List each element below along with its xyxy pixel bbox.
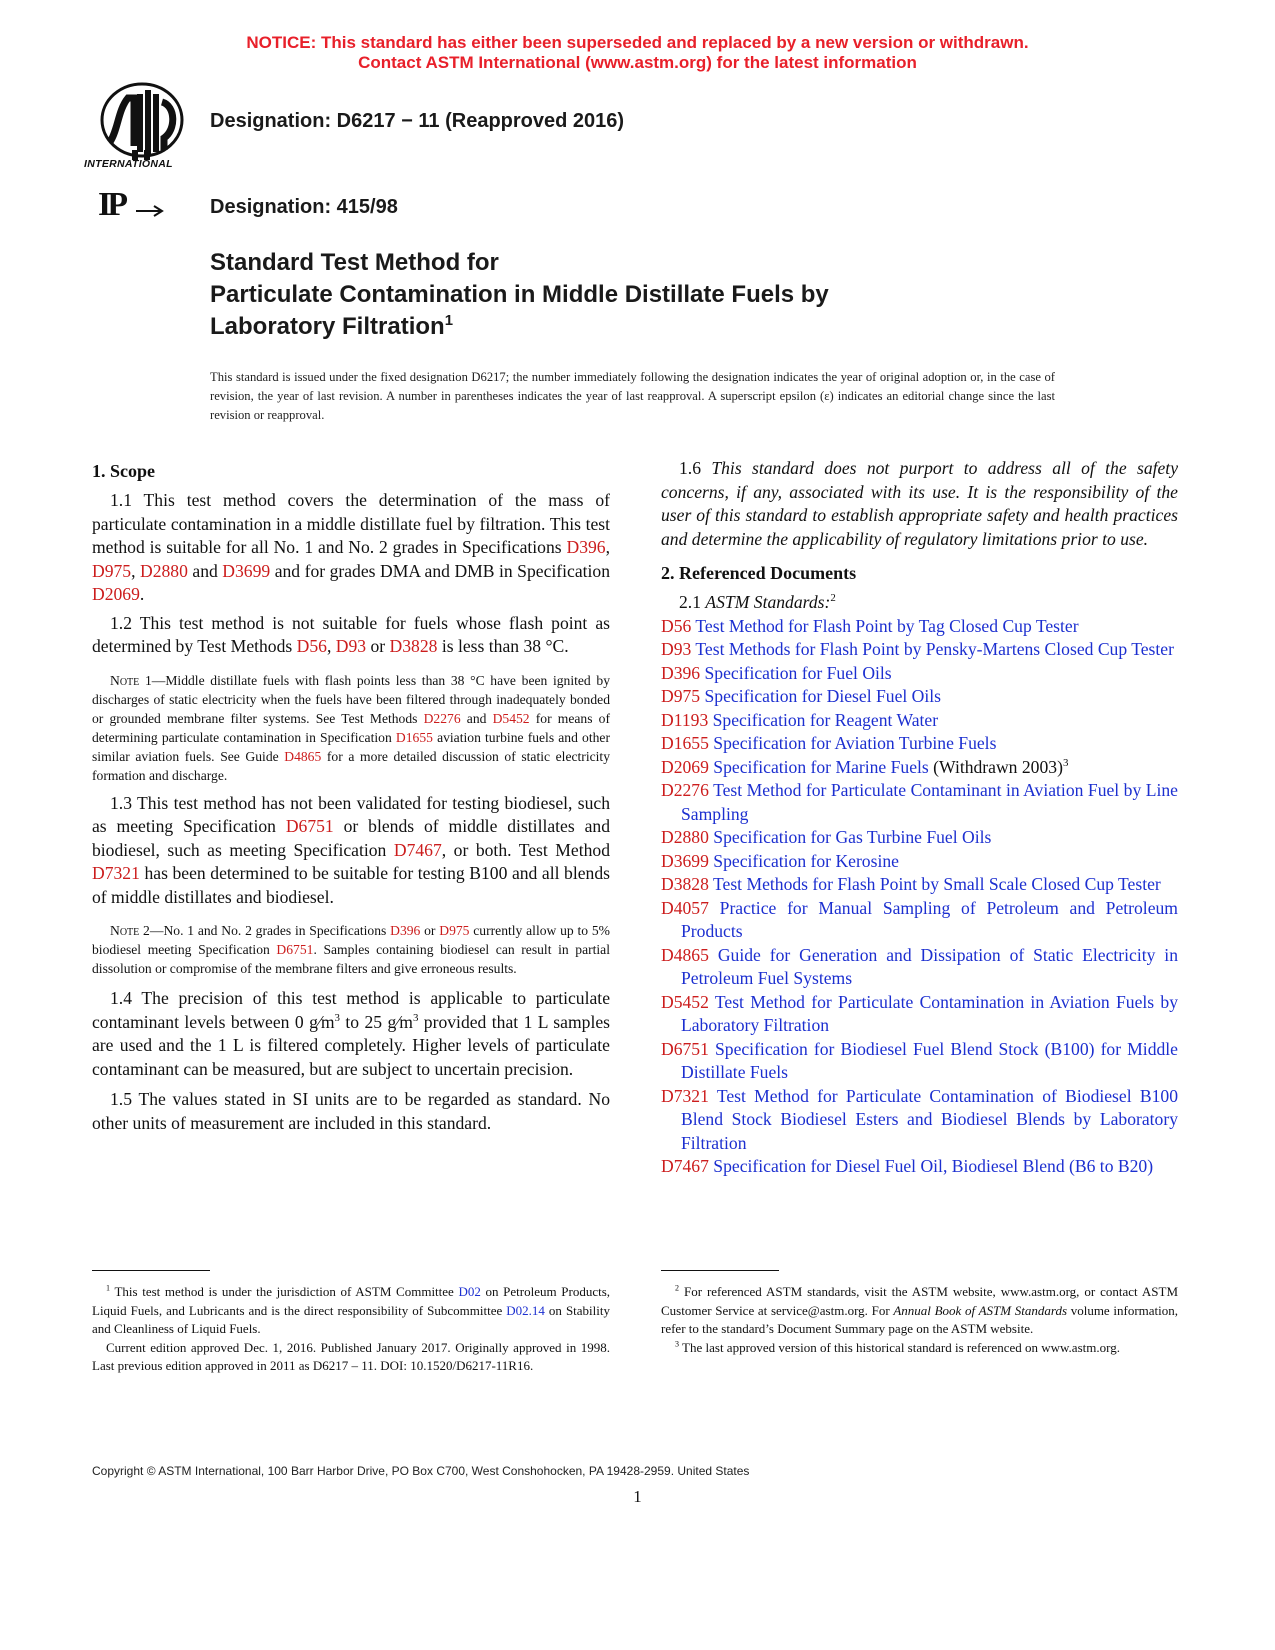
title-line-1: Standard Test Method for — [210, 249, 499, 276]
section-1-1: 1.1 This test method covers the determination of the mass of particulate contamination in a middle distillate fuel by filtration. This test method is suitable for all No. 1 and No. 2 grades in Specifications D396, D975, D2880 and D3699 and for grades DMA and DMB in Specification D2069. — [92, 490, 611, 604]
ref-link-d5452[interactable]: D5452 — [492, 710, 530, 726]
reference-code-link[interactable]: D2276 — [661, 780, 709, 800]
ref-link-d6751[interactable]: D6751 — [285, 816, 334, 836]
footnote-3: $^3$ The last approved version of this historical standard is referenced on www.astm.org. — [675, 1339, 1120, 1355]
ref-link-d7467[interactable]: D7467 — [393, 839, 442, 860]
reference-title-link[interactable]: Guide for Generation and Dissipation of Static Electricity in Petroleum Fuel Systems — [681, 944, 1178, 988]
reference-title-link[interactable]: Test Method for Particulate Contamination of Biodiesel B100 Blend Stock Biodiesel Esters and Biodiesel Blends by Laboratory Filtration — [681, 1085, 1178, 1153]
title-line-2: Particulate Contamination in Middle Distillate Fuels by — [210, 281, 829, 308]
document-title — [210, 247, 829, 343]
note-2: Note 2—No. 1 and No. 2 grades in Specifications D396 or D975 currently allow up to 5% biodiesel meeting Specification D6751. Samples containing biodiesel can result in partial dissolution or compromise of the membrane filters and give erroneous results. — [92, 923, 611, 976]
reference-title-link[interactable]: Specification for Diesel Fuel Oil, Biodiesel Blend (B6 to B20) — [708, 1156, 1154, 1176]
committee-link-d02[interactable]: D02 — [458, 1284, 481, 1299]
reference-title-link[interactable]: Test Method for Flash Point by Tag Closed Cup Tester — [691, 615, 1079, 636]
reference-list — [661, 615, 1178, 1179]
notice-line-1: NOTICE: This standard has either been superseded and replaced by a new version or withdrawn. — [246, 33, 1029, 52]
ref-link-d7321[interactable]: D7321 — [92, 863, 140, 883]
title-line-3: Laboratory Filtration$^1$ — [210, 313, 453, 340]
title-footnote-mark: 1 — [444, 313, 453, 329]
reference-code-link[interactable]: D2069 — [661, 756, 709, 777]
footnotes-right — [661, 1283, 1178, 1357]
copyright-line: Copyright © ASTM International, 100 Barr Harbor Drive, PO Box C700, West Conshohocken, PA 19428-2959. United States — [92, 1464, 750, 1478]
reference-item — [661, 756, 1178, 780]
reference-title-link[interactable]: Specification for Diesel Fuel Oils — [700, 686, 941, 706]
footnote-rule-right — [661, 1270, 779, 1271]
ref-link-d2276[interactable]: D2276 — [423, 710, 461, 726]
ref-link-d975[interactable]: D975 — [92, 560, 132, 581]
ref-link-d396[interactable]: D396 — [566, 537, 606, 557]
ref-link-d1655[interactable]: D1655 — [395, 729, 433, 745]
reference-title-link[interactable]: Specification for Fuel Oils — [700, 662, 892, 683]
ref-link-d2880[interactable]: D2880 — [140, 560, 188, 581]
ref-link-d3699[interactable]: D3699 — [222, 560, 271, 581]
astm-standards-subheading: 2.1 ASTM Standards:$^2$ — [679, 592, 836, 612]
footnote-1: $^1$ This test method is under the jurisdiction of ASTM Committee D02 on Petroleum Products, Liquid Fuels, and Lubricants and is the direct responsibility of Subcommittee D02.14 on Stability and Cleanliness of Liquid Fuels. — [92, 1283, 611, 1336]
reference-code-link[interactable]: D6751 — [661, 1038, 709, 1059]
ref-link-d56[interactable]: D56 — [296, 636, 327, 656]
reference-code-link[interactable]: D4865 — [661, 944, 709, 965]
ref-link-d396[interactable]: D396 — [390, 923, 421, 938]
reference-footnote-mark: 3 — [1062, 756, 1069, 769]
reference-item — [661, 1085, 1178, 1156]
reference-item — [661, 638, 1178, 662]
reference-title-link[interactable]: Specification for Gas Turbine Fuel Oils — [708, 827, 992, 847]
reference-code-link[interactable]: D56 — [661, 615, 692, 636]
reference-item — [661, 991, 1178, 1038]
ref-link-d3828[interactable]: D3828 — [389, 636, 438, 656]
edition-note: Current edition approved Dec. 1, 2016. Published January 2017. Originally approved in 1998. Last previous edition approved in 2011 as D6217 – 11. DOI: 10.1520/D6217-11R16. — [92, 1339, 610, 1373]
reference-item — [661, 662, 1178, 686]
reference-title-link[interactable]: Test Methods for Flash Point by Small Scale Closed Cup Tester — [708, 874, 1161, 894]
reference-item — [661, 873, 1178, 897]
reference-title-link[interactable]: Specification for Biodiesel Fuel Blend Stock (B100) for Middle Distillate Fuels — [681, 1038, 1178, 1082]
ip-logo — [98, 186, 168, 222]
reference-item — [661, 1155, 1178, 1179]
reference-title-link[interactable]: Test Method for Particulate Contamination in Aviation Fuels by Laboratory Filtration — [681, 991, 1178, 1035]
reference-code-link[interactable]: D5452 — [661, 991, 709, 1012]
astm-logo — [84, 80, 196, 172]
note-1: Note 1—Middle distillate fuels with flash points less than 38 °C have been ignited by discharges of static electricity when the fuels have been filtered through inadequately bonded or grounded membrane filter systems. See Test Methods D2276 and D5452 for means of determining particulate contamination in Specification D1655 aviation turbine fuels and other similar aviation fuels. See Guide D4865 for a more detailed discussion of static electricity formation and discharge. — [92, 672, 611, 783]
right-column — [661, 457, 1178, 1179]
section-1-2: 1.2 This test method is not suitable for fuels whose flash point as determined by Test Methods D56, D93 or D3828 is less than 38 °C. — [92, 612, 610, 656]
ref-link-d6751[interactable]: D6751 — [276, 942, 314, 957]
reference-item — [661, 779, 1178, 826]
section-1-3: 1.3 This test method has not been validated for testing biodiesel, such as meeting Specification D6751 or blends of middle distillates and biodiesel, such as meeting Specification D7467, or both. Test Method D7321 has been determined to be suitable for testing B100 and all blends of middle distillates and biodiesel. — [92, 792, 610, 907]
reference-title-link[interactable]: Specification for Marine Fuels — [708, 756, 929, 777]
designation-astm: Designation: D6217 − 11 (Reapproved 2016) — [210, 110, 625, 132]
subcommittee-link-d0214[interactable]: D02.14 — [506, 1302, 545, 1318]
ip-arrow-icon — [136, 204, 166, 218]
section-1-6: 1.6 This standard does not purport to address all of the safety concerns, if any, associated with its use. It is the responsibility of the user of this standard to establish appropriate safety and health practices and determine the applicability of regulatory limitations prior to use. — [661, 458, 1179, 549]
footnotes-left — [92, 1283, 610, 1376]
ref-link-d975[interactable]: D975 — [439, 923, 470, 938]
reference-item — [661, 826, 1178, 850]
reference-code-link[interactable]: D1655 — [661, 733, 709, 753]
reference-code-link[interactable]: D2880 — [661, 827, 709, 847]
ref-link-d4865[interactable]: D4865 — [284, 748, 322, 764]
reference-code-link[interactable]: D396 — [661, 662, 701, 683]
reference-item — [661, 709, 1178, 733]
reference-extra: (Withdrawn 2003) — [928, 756, 1063, 777]
reference-code-link[interactable]: D975 — [661, 686, 701, 706]
astm-logo-icon — [88, 80, 196, 160]
notice-line-2: Contact ASTM International (www.astm.org) for the latest information — [358, 53, 917, 72]
reference-item — [661, 897, 1178, 944]
reference-code-link[interactable]: D7467 — [661, 1156, 709, 1176]
reference-item — [661, 685, 1178, 709]
scope-heading: 1. Scope — [92, 461, 155, 481]
reference-title-link[interactable]: Specification for Aviation Turbine Fuels — [708, 733, 997, 753]
astm-logo-caption: INTERNATIONAL — [84, 158, 173, 170]
reference-title-link[interactable]: Specification for Reagent Water — [708, 709, 939, 730]
ref-link-d2069[interactable]: D2069 — [92, 584, 140, 604]
reference-item — [661, 944, 1178, 991]
reference-code-link[interactable]: D1193 — [661, 709, 709, 730]
left-column — [92, 461, 610, 1135]
reference-item — [661, 732, 1178, 756]
section-1-4: 1.4 The precision of this test method is applicable to particulate contaminant levels between 0 $g⁄m^3$ to 25 $g⁄m^3$ provided that 1 L samples are used and the 1 L is filtered completely. Higher levels of particulate contaminant can be measured, but are subject to uncertain precision. — [92, 988, 610, 1079]
reference-item — [661, 1038, 1178, 1085]
reference-title-link[interactable]: Test Method for Particulate Contaminant in Aviation Fuel by Line Sampling — [681, 780, 1178, 824]
reference-code-link[interactable]: D3828 — [661, 874, 709, 894]
reference-item — [661, 850, 1178, 874]
reference-title-link[interactable]: Specification for Kerosine — [708, 850, 899, 871]
notice-banner — [0, 33, 1275, 73]
page-number: 1 — [633, 1487, 642, 1506]
footnote-rule-left — [92, 1270, 210, 1271]
footnote-2: $^2$ For referenced ASTM standards, visit the ASTM website, www.astm.org, or contact ASTM Customer Service at service@astm.org. For Annual Book of ASTM Standards volume information, refer to the standard’s Document Summary page on the ASTM website. — [661, 1283, 1179, 1336]
intro-paragraph: This standard is issued under the fixed designation D6217; the number immediately following the designation indicates the year of original adoption or, in the case of revision, the year of last revision. A number in parentheses indicates the year of last reapproval. A superscript epsilon (ε) indicates an editorial change since the last revision or reapproval. — [210, 370, 1055, 422]
section-1-5: 1.5 The values stated in SI units are to be regarded as standard. No other units of measurement are included in this standard. — [92, 1089, 610, 1133]
reference-code-link[interactable]: D4057 — [661, 897, 709, 918]
ref-link-d93[interactable]: D93 — [335, 636, 367, 656]
reference-item — [661, 615, 1178, 639]
reference-title-link[interactable]: Test Methods for Flash Point by Pensky-Martens Closed Cup Tester — [691, 639, 1174, 659]
reference-code-link[interactable]: D93 — [661, 639, 692, 659]
reference-title-link[interactable]: Practice for Manual Sampling of Petroleum and Petroleum Products — [681, 897, 1178, 941]
references-heading: 2. Referenced Documents — [661, 563, 857, 583]
reference-code-link[interactable]: D7321 — [661, 1085, 709, 1106]
ip-logo-mark: IP — [98, 186, 124, 223]
designation-ip: Designation: 415/98 — [210, 196, 398, 218]
reference-code-link[interactable]: D3699 — [661, 850, 709, 871]
